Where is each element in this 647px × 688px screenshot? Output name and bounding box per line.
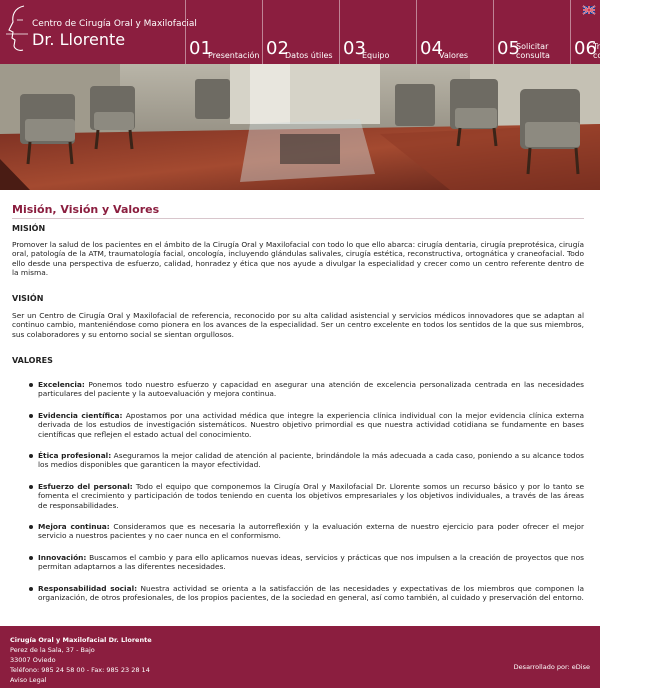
nav-label: Datos útiles [285,51,333,60]
nav-valores[interactable] [416,0,493,64]
nav-number: 05 [497,38,520,59]
list-item [38,553,584,572]
list-item [38,451,584,470]
valores-heading: VALORES [12,356,53,365]
mision-heading: MISIÓN [12,224,46,233]
nav-label: Valores [439,51,469,60]
valor-term: Innovación: [38,552,87,562]
site-footer [0,626,600,688]
footer-address: Perez de la Sala, 37 - Bajo [10,646,95,654]
valor-term: Excelencia: [38,380,85,389]
site-logo[interactable] [0,0,197,64]
mision-text: Promover la salud de los pacientes en el ámbito de la Cirugía Oral y Maxilofacial con todo lo que ello abarca: cirugía dentaria, cirugía preprotésica, cirugía oral, patología de la ATM, traumatología facial, oncología, incluyendo glándulas salivales, cirugía estética, reconstructiva, ortognática y craneofacial. Todo ello desde una perspectiva de esfuerzo, calidad, honradez y ética que nos ayude a divulgar la especialidad y crecer como un centro referente dentro de la misma. [12,240,584,278]
footer-city: 33007 Oviedo [10,656,56,664]
valor-term: Evidencia científica: [38,410,123,420]
list-item [38,482,584,510]
nav-label: Solicitar consulta [516,42,550,60]
valor-text: Todo el equipo que componemos la Cirugía Oral y Maxilofacial Dr. Llorente somos un recurso básico y por lo tanto se fomenta el crecimiento y participación de todos teniendo en cuenta los objetivos empresariales y los objetivos individuales, a través de las áreas de responsabilidades. [38,481,584,510]
list-item [38,584,584,603]
nav-number: 03 [343,38,366,59]
nav-solicitar-consulta[interactable] [493,0,570,64]
valor-text: Ponemos todo nuestro esfuerzo y capacidad en asegurar una atención de excelencia personalizada centrada en las necesidades particulares del paciente y la autoevaluación y mejora continua. [38,380,584,399]
footer-company: Cirugía Oral y Maxilofacial Dr. Llorente [10,636,152,644]
valor-text: Nuestra actividad se orienta a la satisfacción de las necesidades y expectativas de los miembros que componen la organización, de otros profesionales, de los propios pacientes, de la sociedad en general, así como también, al cuidado y preservación del entorno. [38,583,584,603]
nav-datos-utiles[interactable] [262,0,339,64]
nav-number: 01 [189,38,212,59]
list-item [38,522,584,541]
title-divider [12,218,584,219]
nav-trabaja-con-nosotros[interactable] [570,0,647,64]
footer-phones: Teléfono: 985 24 58 00 - Fax: 985 23 28 14 [10,666,150,674]
logo-subtitle: Centro de Cirugía Oral y Maxilofacial [32,19,197,29]
developer-credit[interactable]: Desarrollado por: eDise [513,663,590,671]
valor-text: Buscamos el cambio y para ello aplicamos nuevas ideas, servicios y prácticas que nos impulsen a la creación de proyectos que nos permitan adaptarnos a las diferentes necesidades. [38,552,584,572]
nav-number: 02 [266,38,289,59]
uk-flag-icon[interactable] [583,6,595,14]
valor-text: Apostamos por una actividad médica que integre la experiencia clínica individual con la mejor evidencia clínica externa derivada de los estudios de investigación sistemáticos. Nuestro objetivo primordial es que nuestra actividad cotidiana se fundamente en bases científicas que reflejen el estado actual del conocimiento. [38,410,584,439]
face-profile-icon [4,4,30,56]
nav-label: Trabaja con nosotros [593,42,645,60]
valor-term: Responsabilidad social: [38,583,138,593]
nav-number: 06 [574,38,597,59]
valor-term: Ética profesional: [38,451,112,461]
main-nav [185,0,647,64]
valores-list [38,380,584,603]
vision-heading: VISIÓN [12,294,44,303]
list-item [38,380,584,399]
nav-label: Equipo [362,51,390,60]
nav-presentacion[interactable] [185,0,262,64]
legal-link[interactable]: Aviso Legal [10,676,47,684]
valor-term: Mejora continua: [38,522,110,532]
site-header [0,0,645,64]
list-item [38,411,584,439]
vision-text: Ser un Centro de Cirugía Oral y Maxilofacial de referencia, reconocido por su alta calidad asistencial y servicios médicos innovadores que se adaptan al continuo cambio, manteniéndose como pionera en los avances de la especialidad. Ser un centro excelente en todos los sentidos de la que sus miembros, sus colaboradores y su entorno social se sientan orgullosos. [12,311,584,339]
valor-text: Consideramos que es necesaria la autorreflexión y la evaluación externa de nuestro ejercicio para poder ofrecer el mejor servicio a nuestros pacientes y no caer nunca en el conformismo. [38,522,584,541]
nav-equipo[interactable] [339,0,416,64]
nav-number: 04 [420,38,443,59]
valor-term: Esfuerzo del personal: [38,481,133,491]
page-title: Misión, Visión y Valores [12,203,160,216]
logo-name: Dr. Llorente [32,30,126,49]
nav-label: Presentación [208,51,260,60]
valor-text: Aseguramos la mejor calidad de atención al paciente, brindándole la más adecuada a cada caso, poniendo a su alcance todos los medios disponibles que garanticen la mayor efectividad. [38,451,584,470]
hero-photo [0,64,600,190]
